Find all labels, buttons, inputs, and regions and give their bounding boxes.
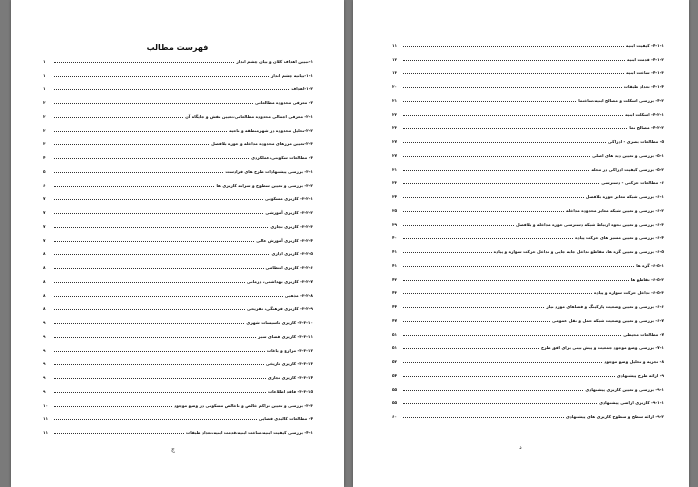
toc-entry-page: ۲	[43, 127, 46, 133]
toc-leader-dots	[403, 417, 564, 418]
toc-entry-title: ۴-۱-۳- ساخت ابنیه	[626, 70, 664, 76]
toc-entry	[43, 50, 313, 64]
toc-leader-dots	[54, 213, 263, 214]
toc-entry-page: ۷	[43, 196, 46, 202]
toc-leader-dots	[54, 296, 283, 297]
toc-entry-page: ۹	[43, 388, 46, 394]
toc-leader-dots	[54, 117, 183, 118]
toc-leader-dots	[54, 419, 257, 420]
toc-entry	[43, 78, 313, 92]
toc-entry-page: ۲۲	[392, 111, 398, 117]
toc-leader-dots	[403, 46, 624, 47]
toc-entry-page: ۱۱	[43, 430, 49, 435]
toc-entry	[43, 119, 313, 133]
toc-entry-page: ۳۱	[392, 166, 398, 172]
toc-entry-page: ۸	[43, 306, 46, 312]
toc-leader-dots	[403, 280, 629, 281]
toc-entry	[392, 350, 664, 364]
toc-entry-page: ۵۱	[392, 345, 398, 351]
toc-entry-title: ۳-۲- بررسی و تعیین سطوح و سرانه کاربری ها	[216, 182, 313, 188]
toc-entry-title: ۳-۲-۱۳- کاربری تاریخی	[265, 361, 313, 367]
toc-entry-title: ۶-۵-۱- گره ها	[636, 262, 664, 268]
toc-entry-title: ۳-۲-۳- کاربری تجاری	[270, 223, 313, 229]
toc-entry-page: ۱	[43, 86, 46, 92]
toc-leader-dots	[54, 364, 264, 365]
toc-leader-dots	[54, 309, 245, 310]
toc-entry-page: ۲	[43, 113, 46, 119]
toc-entry-page: ۸	[43, 251, 46, 257]
toc-entry	[392, 172, 664, 186]
toc-entry	[392, 185, 664, 199]
toc-list-right	[392, 34, 664, 419]
toc-entry	[392, 295, 664, 309]
toc-entry-page: ۵	[43, 168, 46, 174]
toc-entry	[392, 144, 664, 158]
toc-entry-title: ۶-۵-۳- تداخل حرکت سواره و پیاده	[594, 290, 664, 296]
toc-entry	[392, 158, 664, 172]
toc-entry-title: ۶-۱- بررسی شبکه معابر حوزه بلافصل	[585, 194, 664, 199]
toc-entry-page: ۷	[43, 223, 46, 229]
toc-entry	[392, 75, 664, 89]
toc-leader-dots	[403, 307, 544, 308]
toc-entry-page: ۷	[43, 237, 46, 243]
toc-leader-dots	[54, 227, 268, 228]
toc-entry-page: ۵۵	[392, 400, 398, 406]
toc-entry-page: ۶	[43, 182, 46, 188]
toc-entry-title: ۶- مطالعات حرکتی - دسترسی	[601, 180, 664, 186]
toc-entry-page: ۴۱	[392, 249, 398, 254]
toc-entry-title: ۳-۲-۸- مذهبی	[284, 292, 313, 298]
toc-entry-page: ۱۳	[392, 70, 398, 76]
toc-leader-dots	[54, 254, 269, 255]
toc-leader-dots	[54, 378, 266, 379]
toc-entry-title: ۲-۳-تعیین مرزهای محدوده مداخله و حوزه بلافصل	[211, 141, 313, 147]
toc-entry-page: ۹	[43, 320, 46, 325]
toc-entry-title: ۴- مطالعات کالبدی فضایی	[258, 416, 313, 422]
toc-leader-dots	[403, 87, 622, 88]
toc-leader-dots	[403, 252, 492, 253]
toc-entry	[392, 213, 664, 227]
toc-entry	[43, 298, 313, 312]
toc-leader-dots	[54, 199, 263, 200]
toc-entry-page: ۵۴	[392, 372, 398, 378]
toc-entry-page: ۲۱	[392, 97, 398, 103]
toc-entry-page: ۴۳	[392, 290, 398, 296]
toc-entry-page: ۴۷	[392, 317, 398, 323]
toc-leader-dots	[403, 197, 584, 198]
toc-entry-title: ۳- مطالعات سکونتی،عملکردی	[251, 155, 313, 160]
toc-entry	[392, 117, 664, 131]
toc-entry	[392, 103, 664, 117]
toc-entry-title: ۱-تبیین اهداف کلان و بیان چشم انداز	[236, 58, 313, 64]
toc-leader-dots	[54, 433, 184, 434]
toc-entry-title: ۸- تجزیه و تحلیل وضع موجود	[604, 359, 664, 364]
toc-entry	[43, 243, 313, 257]
toc-entry-page: ۱	[43, 58, 46, 64]
toc-entry-title: ۳-۲-۷- کاربری بهداشتی، درمانی	[246, 278, 313, 284]
toc-entry-page: ۶۰	[392, 414, 398, 419]
toc-entry	[43, 339, 313, 353]
toc-leader-dots	[403, 376, 615, 377]
toc-entry-page: ۸	[43, 278, 46, 284]
toc-entry-page: ۳۴	[392, 194, 398, 199]
toc-entry	[43, 215, 313, 229]
toc-entry-page: ۹	[43, 375, 46, 380]
toc-leader-dots	[403, 211, 564, 212]
toc-leader-dots	[54, 89, 289, 90]
toc-entry-page: ۴۰	[392, 235, 398, 241]
toc-entry-title: ۴-۱-۴- تعداد طبقات	[623, 84, 664, 89]
toc-entry-title: ۴-۱-۱- کیفیت ابنیه	[625, 42, 664, 48]
toc-entry	[43, 201, 313, 215]
toc-leader-dots	[403, 60, 625, 61]
toc-entry-page: ۹	[43, 361, 46, 367]
toc-entry-title: ۲-۱- معرفی اجمالی محدوده مطالعاتی،تعیین نقش و جایگاه آن	[185, 113, 313, 119]
toc-entry-title: ۳-۲-۵- کاربری اداری	[271, 251, 313, 257]
toc-entry	[392, 199, 664, 213]
toc-leader-dots	[403, 101, 576, 102]
toc-leader-dots	[403, 225, 514, 226]
page-number-left: ج	[171, 446, 175, 453]
toc-entry	[392, 48, 664, 62]
toc-leader-dots	[54, 62, 234, 63]
toc-leader-dots	[403, 403, 597, 404]
toc-entry-page: ۲۷	[392, 152, 398, 158]
toc-leader-dots	[54, 172, 223, 173]
toc-entry	[392, 89, 664, 103]
toc-entry-page: ۴۱	[392, 262, 398, 268]
toc-leader-dots	[54, 241, 254, 242]
toc-entry-page: ۷	[43, 210, 46, 215]
toc-entry-title: ۳-۲-۶- کاربری انتظامی	[265, 265, 313, 270]
toc-entry-title: ۷-۱- بررسی وضع موجود جمعیت و پیش بینی برای افق طرح	[541, 345, 664, 351]
toc-leader-dots	[54, 392, 266, 393]
toc-leader-dots	[403, 266, 634, 267]
toc-leader-dots	[54, 351, 265, 352]
toc-entry-title: ۵-۲- بررسی کیفیت ادراکی در محله	[591, 166, 664, 172]
toc-entry-title: ۴-۲- بررسی اسکلت و مصالح ابنیه،ساختما	[578, 97, 664, 103]
toc-leader-dots	[403, 293, 592, 294]
toc-leader-dots	[403, 335, 621, 336]
toc-entry-page: ۱۱	[392, 42, 398, 48]
toc-entry-page: ۴	[43, 155, 46, 160]
toc-entry	[392, 282, 664, 296]
toc-leader-dots	[403, 170, 589, 171]
toc-entry	[392, 337, 664, 351]
toc-entry	[43, 270, 313, 284]
toc-entry-page: ۳	[43, 141, 46, 147]
toc-entry-title: ۳-۲-۱۱- کاربری فضای سبز	[258, 333, 313, 339]
page-number-right: د	[519, 444, 522, 451]
toc-entry-page: ۹	[43, 347, 46, 353]
toc-leader-dots	[403, 362, 602, 363]
toc-entry	[43, 91, 313, 105]
toc-entry-title: ۹-۲- ارائه سطح و سطوح کاربری های پیشنهادی	[565, 414, 664, 419]
document-page-left	[11, 0, 344, 487]
toc-entry-page: ۲۰	[392, 84, 398, 89]
toc-entry-title: ۶-۴- بررسی و تعیین مسیر های حرکت پیاده	[575, 235, 664, 241]
toc-entry	[43, 133, 313, 147]
toc-entry	[392, 378, 664, 392]
toc-entry	[43, 284, 313, 298]
toc-leader-dots	[403, 321, 550, 322]
toc-entry	[392, 309, 664, 323]
toc-entry-page: ۸	[43, 292, 46, 298]
toc-entry-title: ۳-۲-۱۰- کاربری تاسیسات شهری	[246, 320, 313, 325]
toc-entry	[43, 311, 313, 325]
toc-entry-title: ۲-۲-تحلیل محدوده در شهرمنطقه و ناحیه	[229, 127, 313, 133]
toc-entry	[392, 254, 664, 268]
toc-entry-page: ۲۳	[392, 125, 398, 131]
toc-leader-dots	[54, 103, 253, 104]
toc-entry-title: ۶-۲- بررسی و تعیین شبکه معابر محدوده مداخله	[566, 207, 664, 213]
toc-entry-page: ۵۵	[392, 386, 398, 392]
toc-leader-dots	[54, 406, 172, 407]
toc-entry-title: ۴-۲-۱- اسکلت ابنیه	[625, 111, 664, 117]
toc-entry	[43, 408, 313, 422]
toc-entry	[392, 364, 664, 378]
toc-entry-title: ۳-۲-۱۲- مزارع و باغات	[266, 347, 313, 353]
toc-entry-title: ۳-۱- بررسی پیشنهادات طرح های فرادست	[225, 168, 313, 174]
toc-entry	[392, 34, 664, 48]
toc-entry	[43, 394, 313, 408]
toc-leader-dots	[54, 158, 249, 159]
toc-entry	[43, 188, 313, 202]
toc-list-left	[43, 50, 313, 435]
toc-leader-dots	[403, 142, 606, 143]
toc-entry-title: ۱-۱-بیانیه چشم انداز	[270, 72, 313, 78]
toc-leader-dots	[54, 337, 256, 338]
toc-entry-page: ۱۱	[43, 416, 49, 422]
toc-entry-title: ۳-۲-۲- کاربری آموزشی	[265, 210, 313, 215]
toc-entry-title: ۵- مطالعات بصری - ادراکی	[607, 139, 664, 144]
toc-title: فهرست مطالب	[146, 43, 209, 52]
toc-leader-dots	[54, 131, 227, 132]
toc-leader-dots	[54, 268, 264, 269]
toc-entry-title: ۶-۵-۲- تقاطع ها	[630, 276, 664, 282]
toc-entry-page: ۵۲	[392, 359, 398, 364]
toc-entry-page: ۸	[43, 265, 46, 270]
toc-entry-title: ۶-۳- بررسی و تعیین نحوه ارتباط شبکه دسترسی حوزه مداخله و بلافصل	[516, 221, 664, 227]
toc-entry-title: ۳-۲-۱- کاربری مسکونی	[265, 196, 313, 202]
toc-leader-dots	[403, 390, 583, 391]
toc-leader-dots	[54, 186, 214, 187]
toc-entry-page: ۲۷	[392, 139, 398, 144]
toc-entry	[43, 229, 313, 243]
toc-entry-title: ۳-۲-۱۵- فاقد اطلاعات	[267, 388, 313, 394]
toc-entry	[392, 227, 664, 241]
toc-leader-dots	[403, 348, 539, 349]
toc-leader-dots	[403, 128, 627, 129]
toc-entry	[392, 392, 664, 406]
toc-leader-dots	[403, 73, 624, 74]
toc-entry-page: ۲	[43, 100, 46, 105]
document-page-right	[353, 0, 689, 487]
toc-entry	[392, 405, 664, 419]
toc-leader-dots	[403, 183, 599, 184]
toc-entry	[43, 105, 313, 119]
toc-entry	[43, 366, 313, 380]
toc-entry	[392, 130, 664, 144]
toc-entry-title: ۶-۷- بررسی و تعیین وضعیت شبکه حمل و نقل عمومی	[552, 317, 664, 323]
toc-entry-title: ۴-۲-۲- مصالح نما	[629, 125, 664, 131]
toc-entry-page: ۱۰	[43, 402, 49, 408]
toc-entry-title: ۳-۳- بررسی و تعیین تراکم خالص و ناخالص مسکونی در وضع موجود	[174, 402, 313, 408]
toc-entry	[43, 421, 313, 435]
toc-leader-dots	[403, 115, 623, 116]
toc-entry	[392, 240, 664, 254]
toc-entry-title: ۴-۱- بررسی کیفیت ابنیه،ساخت ابنیه،قدمت ابنیه،تعداد طبقات	[186, 430, 313, 435]
toc-entry-page: ۳۹	[392, 221, 398, 227]
toc-entry-title: ۳-۲-۱۴- کاربری تجاری	[267, 375, 313, 380]
toc-entry-page: ۳۵	[392, 207, 398, 213]
toc-entry	[392, 268, 664, 282]
toc-entry-title: ۶-۵- بررسی و تعیین گره ها، مقاطع تداخل جابه جایی و تداخل حرکت سواره و پیاده	[493, 249, 664, 254]
toc-leader-dots	[54, 323, 244, 324]
toc-entry-page: ۵۱	[392, 331, 398, 337]
toc-leader-dots	[54, 144, 209, 145]
toc-entry-title: ۶-۶- بررسی و تعیین وضعیت پارکینگ و فضاهای مورد نیاز	[546, 304, 664, 309]
toc-entry	[43, 380, 313, 394]
toc-entry-title: ۳-۲-۹- کاربری فرهنگی، تفریحی	[247, 306, 313, 312]
toc-entry-page: ۴۴	[392, 304, 398, 309]
toc-entry-page: ۴۲	[392, 276, 398, 282]
toc-entry	[43, 174, 313, 188]
toc-entry-page: ۱	[43, 72, 46, 78]
toc-entry	[43, 146, 313, 160]
toc-entry-title: ۹-۱-۱- کاربری اراضی پیشنهادی	[599, 400, 664, 406]
toc-leader-dots	[403, 238, 573, 239]
toc-entry	[43, 325, 313, 339]
toc-entry-page: ۹	[43, 333, 46, 339]
toc-entry-title: ۹-۱- بررسی و تعیین کاربری پیشنهادی	[585, 386, 664, 392]
toc-entry	[392, 62, 664, 76]
toc-leader-dots	[403, 156, 590, 157]
toc-entry-title: ۷- مطالعات محیطی	[623, 331, 664, 337]
toc-entry-title: ۲- معرفی محدوده مطالعاتی	[254, 100, 313, 105]
toc-leader-dots	[54, 76, 269, 77]
toc-entry	[43, 64, 313, 78]
toc-entry-title: ۴-۱-۲- قدمت ابنیه	[627, 56, 664, 62]
toc-entry-page: ۱۲	[392, 56, 398, 62]
toc-entry-title: ۱-۲-اهداف	[291, 86, 313, 92]
toc-entry-title: ۳-۲-۴- کاربری آموزش عالی	[256, 237, 313, 243]
toc-entry-title: ۵-۱- بررسی و تعیین دید های اصلی	[592, 152, 664, 158]
toc-entry-title: ۹- ارائه طرح پیشنهادی	[616, 372, 664, 378]
toc-leader-dots	[54, 282, 245, 283]
toc-entry	[43, 256, 313, 270]
toc-entry	[43, 160, 313, 174]
toc-entry	[392, 323, 664, 337]
toc-entry	[43, 353, 313, 367]
toc-entry-page: ۳۳	[392, 180, 398, 186]
